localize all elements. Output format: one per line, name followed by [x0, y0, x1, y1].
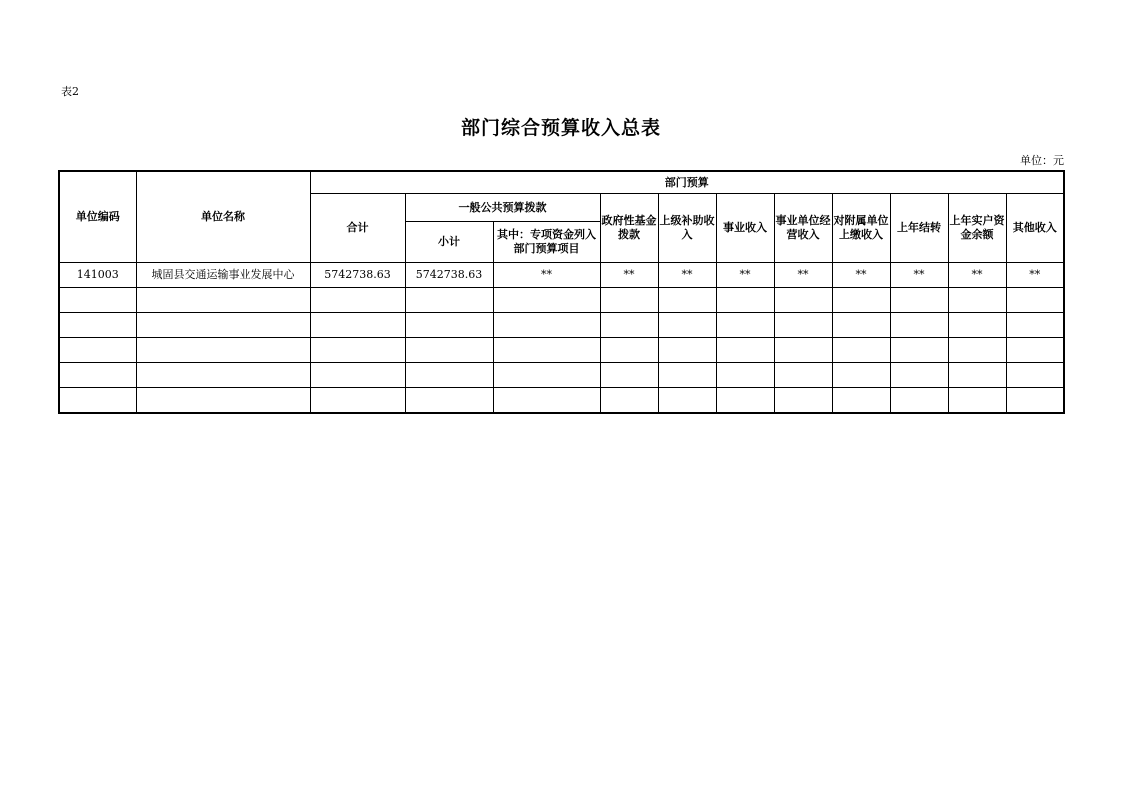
- table-cell: 5742738.63: [405, 263, 493, 288]
- header-special-fund: 其中：专项资金列入部门预算项目: [493, 222, 600, 263]
- table-cell: [136, 388, 310, 414]
- table-cell: [405, 363, 493, 388]
- table-cell: [59, 288, 136, 313]
- table-cell: **: [1006, 263, 1064, 288]
- table-cell: [493, 313, 600, 338]
- table-cell: [832, 388, 890, 414]
- table-row: [59, 288, 1064, 313]
- table-cell: [310, 363, 405, 388]
- table-cell: [716, 313, 774, 338]
- table-cell: [716, 288, 774, 313]
- header-dept-budget: 部门预算: [310, 171, 1064, 194]
- table-row: [59, 263, 1064, 288]
- table-cell: 141003: [59, 263, 136, 288]
- table-cell: [890, 313, 948, 338]
- table-cell: [890, 388, 948, 414]
- table-cell: [136, 288, 310, 313]
- table-cell: [774, 388, 832, 414]
- header-general-public-budget: 一般公共预算拨款: [405, 194, 600, 222]
- table-cell: [890, 363, 948, 388]
- table-cell: **: [890, 263, 948, 288]
- header-gov-fund: 政府性基金拨款: [600, 194, 658, 263]
- header-subtotal: 小计: [405, 222, 493, 263]
- table-cell: [405, 288, 493, 313]
- header-other-income: 其他收入: [1006, 194, 1064, 263]
- table-cell: [1006, 288, 1064, 313]
- table-cell: [310, 288, 405, 313]
- table-cell: 5742738.63: [310, 263, 405, 288]
- table-cell: [310, 313, 405, 338]
- table-cell: [59, 388, 136, 414]
- table-cell: [948, 363, 1006, 388]
- table-cell: [59, 313, 136, 338]
- table-cell: [493, 388, 600, 414]
- table-cell: [1006, 313, 1064, 338]
- table-cell: **: [832, 263, 890, 288]
- table-cell: [658, 288, 716, 313]
- table-cell: [136, 363, 310, 388]
- table-cell: [600, 388, 658, 414]
- table-cell: [774, 288, 832, 313]
- table-cell: [493, 338, 600, 363]
- table-cell: [832, 363, 890, 388]
- table-cell: [405, 313, 493, 338]
- table-cell: [493, 363, 600, 388]
- table-cell: [405, 338, 493, 363]
- table-cell: **: [493, 263, 600, 288]
- table-cell: **: [716, 263, 774, 288]
- table-cell: [716, 363, 774, 388]
- table-cell: [136, 313, 310, 338]
- table-row: [59, 388, 1064, 414]
- page-title: 部门综合预算收入总表: [460, 117, 661, 139]
- table-cell: [658, 338, 716, 363]
- table-cell: **: [658, 263, 716, 288]
- header-affiliated-remit: 对附属单位上缴收入: [832, 194, 890, 263]
- table-cell: [948, 313, 1006, 338]
- table-cell: [774, 313, 832, 338]
- table-cell: [59, 363, 136, 388]
- table-cell: [310, 388, 405, 414]
- table-row: [59, 313, 1064, 338]
- header-prior-year-carryover: 上年结转: [890, 194, 948, 263]
- table-cell: [405, 388, 493, 414]
- header-superior-subsidy: 上级补助收入: [658, 194, 716, 263]
- table-row: [59, 363, 1064, 388]
- table-cell: [948, 388, 1006, 414]
- table-cell: [774, 338, 832, 363]
- table-row: [59, 338, 1064, 363]
- header-prior-year-balance: 上年实户资金余额: [948, 194, 1006, 263]
- table-cell: [658, 388, 716, 414]
- header-unit-code: 单位编码: [59, 171, 136, 263]
- table-cell: [832, 338, 890, 363]
- table-cell: [832, 313, 890, 338]
- table-cell: [1006, 338, 1064, 363]
- table-cell: **: [948, 263, 1006, 288]
- table-cell: [658, 363, 716, 388]
- currency-unit-label: 单位：元: [1020, 154, 1064, 167]
- table-cell: [948, 338, 1006, 363]
- table-cell: [1006, 388, 1064, 414]
- table-cell: [832, 288, 890, 313]
- table-cell: **: [600, 263, 658, 288]
- table-cell: 城固县交通运输事业发展中心: [136, 263, 310, 288]
- table-cell: [310, 338, 405, 363]
- table-cell: [600, 313, 658, 338]
- table-cell: [716, 338, 774, 363]
- table-cell: [1006, 363, 1064, 388]
- table-cell: [59, 338, 136, 363]
- budget-income-table: [58, 170, 1065, 414]
- table-cell: [600, 363, 658, 388]
- header-business-income: 事业收入: [716, 194, 774, 263]
- table-body: [59, 263, 1064, 414]
- table-cell: [600, 338, 658, 363]
- table-cell: [600, 288, 658, 313]
- table-cell: [948, 288, 1006, 313]
- table-cell: [890, 338, 948, 363]
- table-cell: [774, 363, 832, 388]
- table-cell: **: [774, 263, 832, 288]
- header-business-operation: 事业单位经营收入: [774, 194, 832, 263]
- header-total: 合计: [310, 194, 405, 263]
- table-cell: [716, 388, 774, 414]
- table-cell: [890, 288, 948, 313]
- table-number-label: 表2: [61, 85, 79, 98]
- table-cell: [136, 338, 310, 363]
- header-unit-name: 单位名称: [136, 171, 310, 263]
- table-cell: [658, 313, 716, 338]
- table-cell: [493, 288, 600, 313]
